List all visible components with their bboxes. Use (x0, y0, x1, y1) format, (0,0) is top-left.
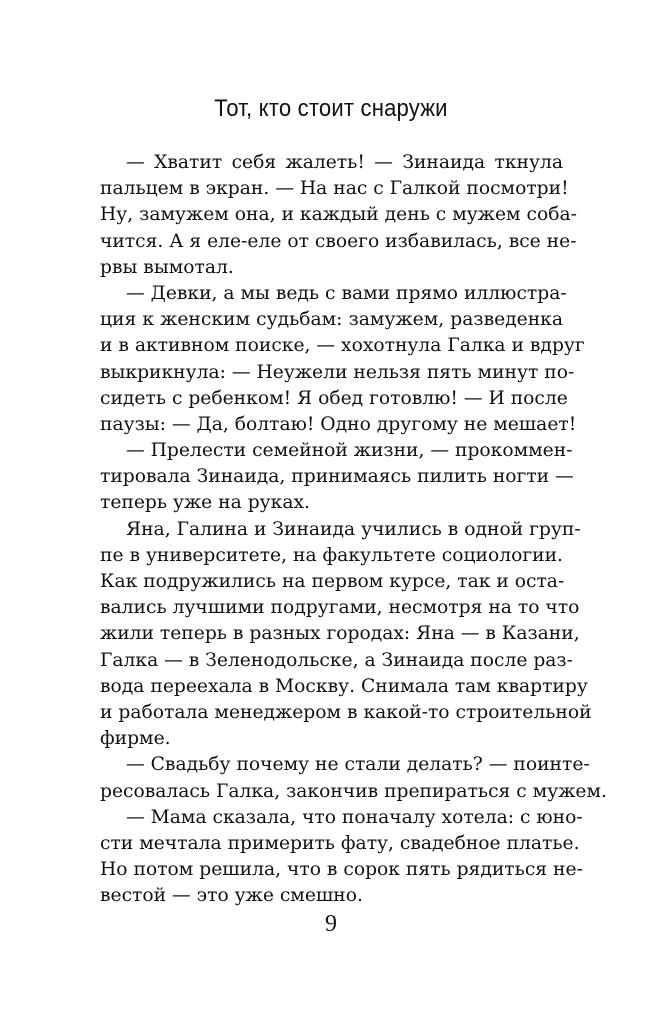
text-line: Яна, Галина и Зинаида учились в одной груп- (126, 518, 581, 540)
text-line: — Прелести семейной жизни, — прокоммен- (126, 440, 573, 462)
text-line: — Мама сказала, что поначалу хотела: с юно- (126, 806, 583, 828)
text-line: пе в университете, на факультете социологии. (100, 544, 563, 566)
text-line: выкрикнула: — Неужели нельзя пять минут по- (100, 361, 575, 383)
text-line: сидеть с ребенком! Я обед готовлю! — И после (100, 387, 568, 409)
text-line: вались лучшими подругами, несмотря на то что (100, 597, 580, 619)
text-line: жили теперь в разных городах: Яна — в Казани, (100, 623, 580, 645)
text-line: ресовалась Галка, закончив препираться с мужем. (100, 780, 607, 802)
text-line: паузы: — Да, болтаю! Одно другому не мешает! (100, 413, 577, 435)
text-line: чится. А я еле-еле от своего избавилась, все не- (100, 230, 577, 252)
text-line: вода переехала в Москву. Снимала там квартиру (100, 675, 588, 697)
text-line: Но потом решила, что в сорок пять рядиться не- (100, 859, 583, 881)
text-line: теперь уже на руках. (100, 492, 310, 514)
text-line: вестой — это уже смешно. (100, 885, 363, 907)
text-line: и работала менеджером в какой-то строительной (100, 701, 592, 723)
text-line: рвы вымотал. (100, 256, 234, 278)
text-line: Галка — в Зеленодольске, а Зинаида после раз- (100, 649, 573, 671)
text-line: сти мечтала примерить фату, свадебное платье. (100, 832, 580, 854)
text-line: и в активном поиске, — хохотнула Галка и вдруг (100, 335, 585, 357)
text-line: Ну, замужем она, и каждый день с мужем соба- (100, 204, 577, 226)
text-line: Как подружились на первом курсе, так и оста- (100, 571, 565, 592)
text-line: — Девки, а мы ведь с вами прямо иллюстра- (126, 282, 567, 304)
text-line: пальцем в экран. — На нас с Галкой посмотри! (100, 178, 569, 200)
text-line: — Свадьбу почему не стали делать? — поинте- (126, 754, 590, 776)
body-text (100, 150, 607, 909)
page-number: 9 (325, 911, 337, 937)
text-line: ция к женским судьбам: замужем, разведенка (100, 309, 563, 331)
running-title: Тот, кто стоит снаружи (214, 95, 448, 122)
text-line: тировала Зинаида, принимаясь пилить ногти — (100, 466, 574, 488)
text-line: — Хватит себя жалеть! — Зинаида ткнула (126, 152, 563, 173)
text-line: фирме. (100, 728, 171, 750)
